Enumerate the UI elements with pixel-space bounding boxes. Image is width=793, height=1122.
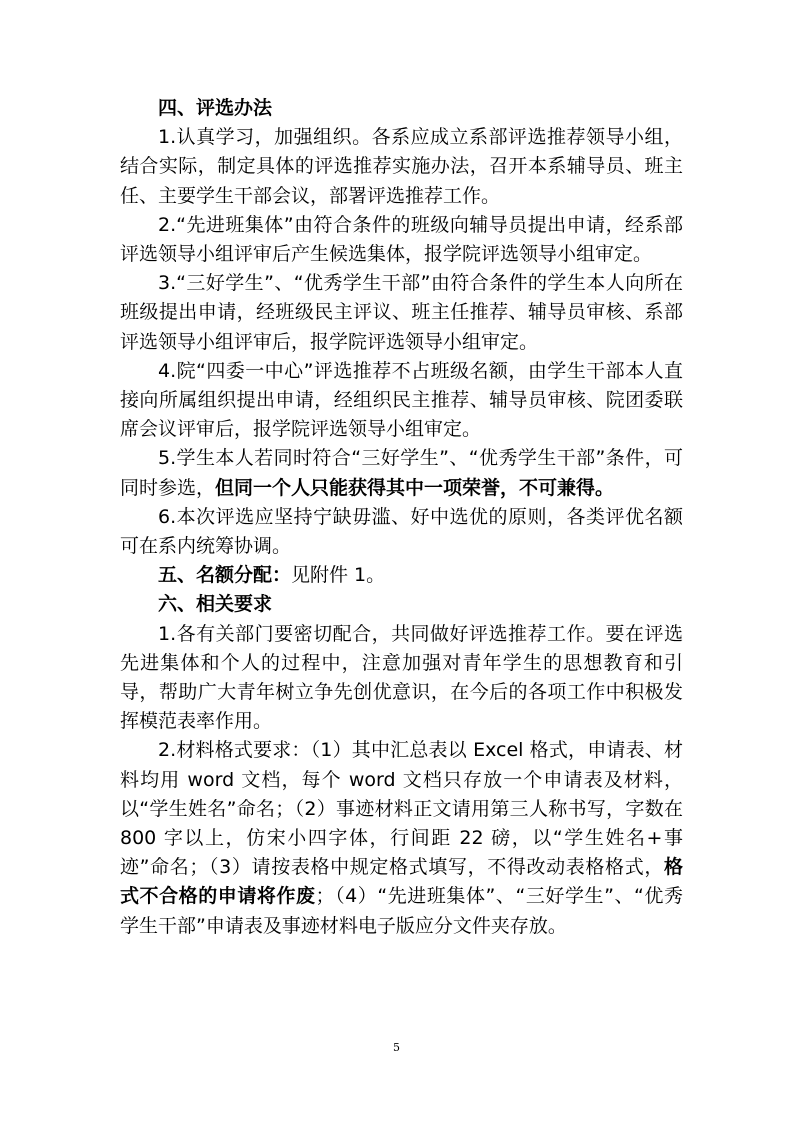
page-number: 5 (393, 1041, 400, 1054)
section5-paragraph (120, 561, 683, 590)
section4-item-2: 2.“先进班集体”由符合条件的班级向辅导员提出申请，经系部评选领导小组评审后产生候选集体，报学院评选领导小组审定。 (120, 213, 683, 266)
section6-item-2 (120, 736, 683, 940)
section4-item-3: 3.“三好学生”、“优秀学生干部”由符合条件的学生本人向所在班级提出申请，经班级民主评议、班主任推荐、辅导员审核、系部评选领导小组评审后，报学院评选领导小组审定。 (120, 272, 683, 353)
section4-item-1: 1.认真学习，加强组织。各系应成立系部评选推荐领导小组，结合实际，制定具体的评选推荐实施办法，召开本系辅导员、班主任、主要学生干部会议，部署评选推荐工作。 (120, 126, 683, 207)
section5-text: 见附件 1。 (291, 564, 386, 587)
section6-item-2-part2: ；（4）“先进班集体”、“三好学生”、“优秀学生干部”申请表及事迹材料电子版应分文件夹存放。 (120, 885, 683, 937)
section4-heading: 四、评选办法 (158, 97, 273, 119)
section5-heading: 五、名额分配： (158, 564, 292, 587)
section4-item-5-bold: 但同一个人只能获得其中一项荣誉，不可兼得。 (215, 476, 615, 499)
section4-item-5-text: 5.学生本人若同时符合“三好学生”、“优秀学生干部”条件，可同时参选， (120, 447, 683, 499)
document-body (120, 94, 683, 941)
section6-item-2-part1: 2.材料格式要求：（1）其中汇总表以 Excel 格式，申请表、材料均用 word 文档，每个 word 文档只存放一个申请表及材料，以“学生姓名”命名；（2）事迹材料正文请用第三人称书写，字数在 800 字以上，仿宋小四字体，行间距 22 磅，以“学生姓名+事迹”命名；（3）请按表格中规定格式填写，不得改动表格格式， (120, 739, 683, 879)
section4-item-4: 4.院“四委一中心”评选推荐不占班级名额，由学生干部本人直接向所属组织提出申请，经组织民主推荐、辅导员审核、院团委联席会议评审后，报学院评选领导小组审定。 (120, 359, 683, 441)
section4-item-5 (120, 444, 683, 502)
section6-item-2-bold: 格式不合格的申请将作废 (120, 856, 683, 908)
section6-item-1: 1.各有关部门要密切配合，共同做好评选推荐工作。要在评选先进集体和个人的过程中，注意加强对青年学生的思想教育和引导，帮助广大青年树立争先创优意识，在今后的各项工作中积极发挥模范表率作用。 (120, 622, 683, 733)
section6-heading: 六、相关要求 (158, 593, 273, 616)
section4-item-6: 6.本次评选应坚持宁缺毋滥、好中选优的原则，各类评优名额可在系内统筹协调。 (120, 505, 683, 558)
